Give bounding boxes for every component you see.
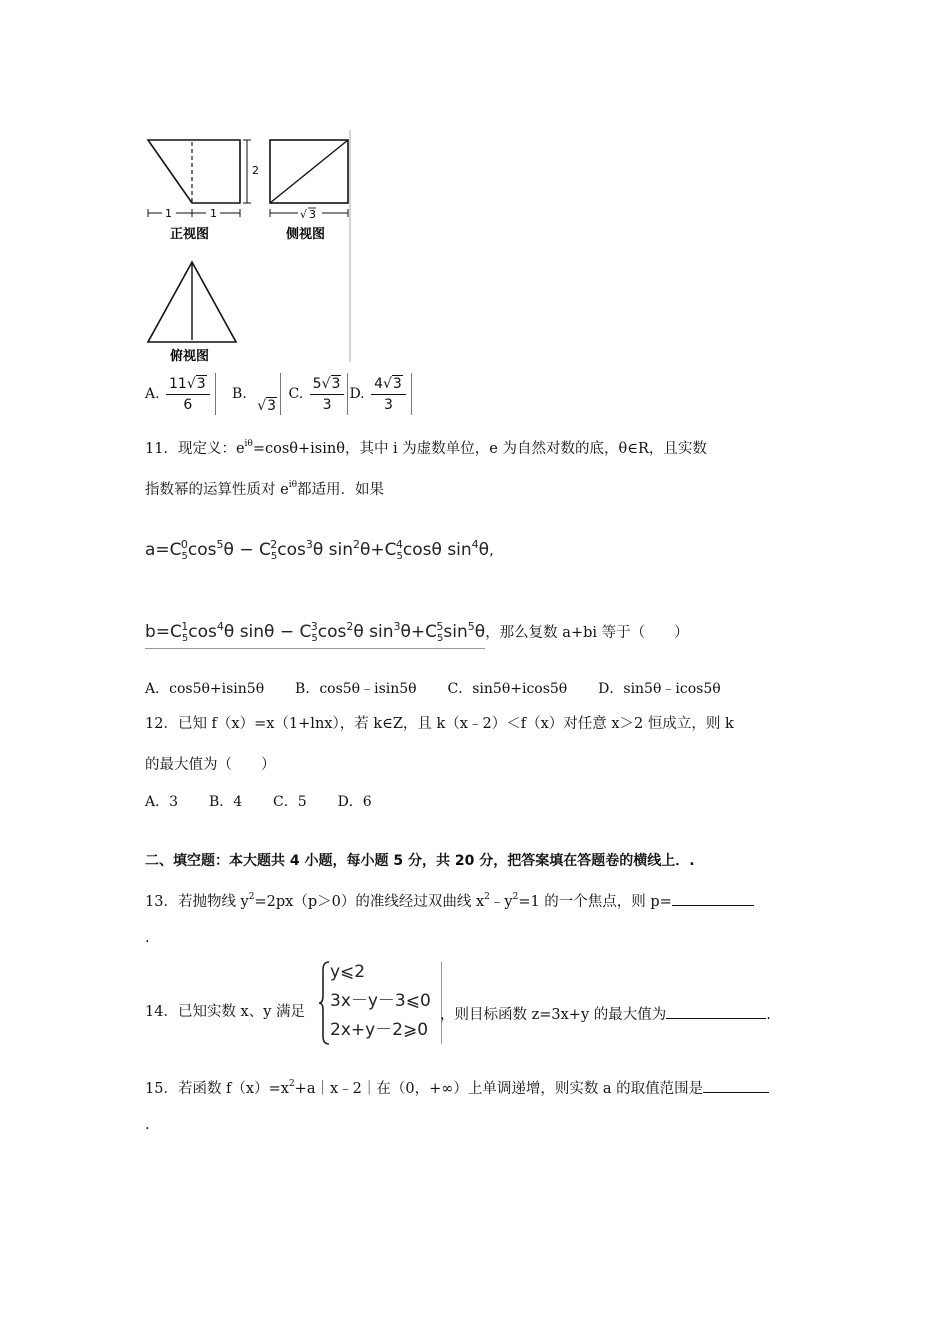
q11-equation-b-row <box>145 620 689 649</box>
q10-option-d-fraction: $\frac{4√3}{3}$ <box>371 375 406 414</box>
q11-equation-b: $b=C_5^1\cos^4\theta$ $\sin\theta - C_5^3\cos^2\theta$ $\sin^3\theta+C_5^5\sin^5\theta$ <box>145 620 485 649</box>
q14-condition-1: y⩽2 <box>330 962 366 982</box>
q12-option-a: A．3 <box>145 794 179 810</box>
q11-option-b: B．cos5θ﹣isin5θ <box>295 681 417 697</box>
q10-options <box>145 373 415 415</box>
dim-left-label: 1 <box>165 207 172 220</box>
dim-right-label: 1 <box>210 207 217 220</box>
dim-sqrt3-radical: √ <box>300 208 308 221</box>
dim-sqrt3-label: 3 <box>309 208 316 221</box>
q10-option-b-value: √3 <box>257 398 277 414</box>
front-view-shape <box>148 140 240 203</box>
q12-option-c: C．5 <box>273 794 307 810</box>
q13-end: . <box>145 930 150 946</box>
q10-option-c-fraction: $\frac{5√3}{3}$ <box>310 375 345 414</box>
q13-answer-blank[interactable] <box>672 891 754 906</box>
q10-option-c-label: C. <box>288 386 304 402</box>
q13-line: 13．若抛物线 $y^2=2px(p>0)$的准线经过双曲线 $x^2﹣y^2=1$ 的一个焦点，则 p= <box>145 891 754 911</box>
dim-height-label: 2 <box>252 164 259 177</box>
q11-question-tail: ，那么复数 a+bi 等于（ ） <box>485 625 689 641</box>
q11-line2: 指数幂的运算性质对 $e^{i\theta}$都适用．如果 <box>145 480 384 498</box>
q15-line: 15．若函数 $f(x)=x^2+a|x﹣2|$在（0，+∞）上单调递增，则实数 a 的取值范围是 <box>145 1078 769 1098</box>
front-view-label: 正视图 <box>170 227 210 242</box>
q11-options <box>145 681 721 698</box>
q12-line2: 的最大值为（ ） <box>145 757 276 773</box>
q11-option-a: A．cos5θ+isin5θ <box>145 681 265 697</box>
q14-constraint-system <box>318 958 442 1046</box>
section2-heading: 二、填空题：本大题共 4 小题，每小题 5 分，共 20 分，把答案填在答题卷的横线上．. <box>145 853 695 869</box>
q11-option-d: D．sin5θ﹣icos5θ <box>598 681 721 697</box>
q10-option-a-label: A. <box>145 386 160 402</box>
q11-line1: 11．现定义：$e^{i\theta}=\cos\theta+isin\theta$，其中 i 为虚数单位，e 为自然对数的底，θ∈R，且实数 <box>145 439 707 457</box>
q11-equation-a: $a=C_5^0\cos^5\theta - C_5^2\cos^3\theta$ $\sin^2\theta+C_5^4\cos\theta$ $\sin^4\theta$, <box>145 538 494 562</box>
q12-option-b: B．4 <box>208 794 243 810</box>
q10-option-a-fraction: $\frac{11√3}{6}$ <box>166 375 210 414</box>
q15-answer-blank[interactable] <box>703 1078 769 1093</box>
q14-left-brace <box>318 960 330 1046</box>
top-view-label: 俯视图 <box>170 349 210 364</box>
side-view-label: 侧视图 <box>286 227 326 242</box>
q14-answer-blank[interactable] <box>666 1004 766 1019</box>
q10-option-b-label: B. <box>232 386 247 402</box>
q12-option-d: D．6 <box>337 794 372 810</box>
q10-option-d-label: D. <box>349 386 365 402</box>
q14-condition-3: 2x+y－2⩾0 <box>330 1020 429 1040</box>
q15-end: . <box>145 1117 150 1133</box>
q14-condition-2: 3x－y－3⩽0 <box>330 991 431 1011</box>
q12-line1: 12．已知 f（x）=x（1+lnx），若 k∈Z，且 k（x﹣2）＜f（x）对任意 x＞2 恒成立，则 k <box>145 716 734 732</box>
three-view-figure <box>140 130 360 370</box>
q14-suffix-line: ，则目标函数 z=3x+y 的最大值为 . <box>440 1004 771 1024</box>
q14-prefix: 14．已知实数 x、y 满足 <box>145 1004 306 1020</box>
q11-option-c: C．sin5θ+icos5θ <box>447 681 568 697</box>
q12-options <box>145 794 372 811</box>
